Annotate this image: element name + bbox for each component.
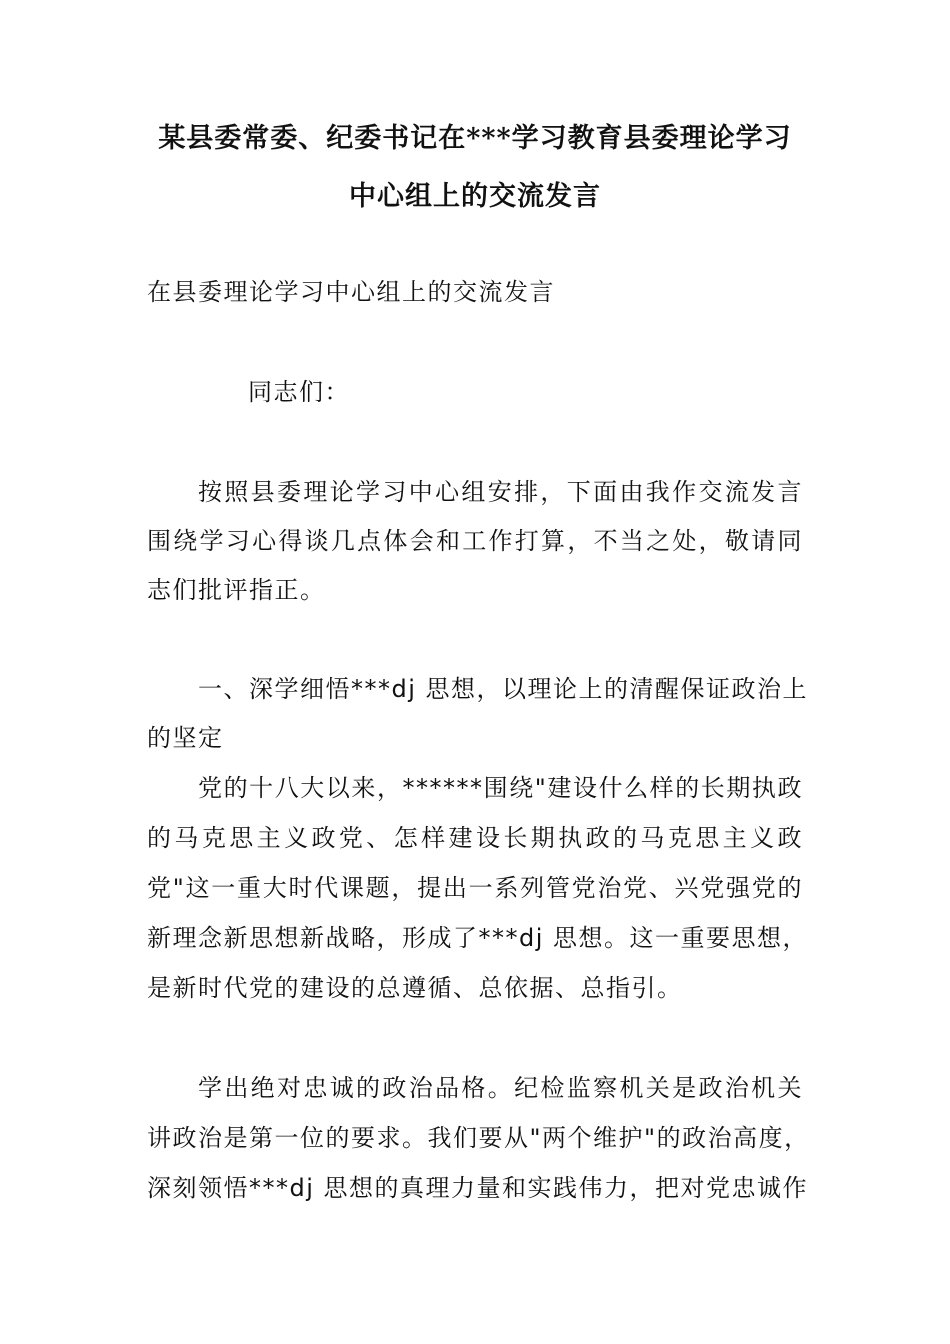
para1-line-1: 党的十八大以来，******围绕"建设什么样的长期执政: [198, 774, 803, 802]
intro-line-2: 围绕学习心得谈几点体会和工作打算，不当之处，敬请同: [147, 527, 803, 555]
para1-line-2: 的马克思主义政党、怎样建设长期执政的马克思主义政: [147, 824, 803, 852]
title-line-2: 中心组上的交流发言: [349, 181, 601, 212]
para1-line-4: 新理念新思想新战略，形成了***dj 思想。这一重要思想，: [147, 924, 809, 952]
document-title: [140, 110, 810, 226]
salutation: 同志们：: [248, 378, 350, 406]
intro-line-3: 志们批评指正。: [147, 576, 326, 604]
section1-heading-line-2: 的坚定: [147, 724, 224, 752]
section1-heading-line-1: 一、深学细悟***dj 思想，以理论上的清醒保证政治上: [198, 675, 809, 703]
title-line-1: 某县委常委、纪委书记在***学习教育县委理论学习: [158, 123, 792, 154]
para1-line-5: 是新时代党的建设的总遵循、总依据、总指引。: [147, 974, 683, 1002]
intro-line-1: 按照县委理论学习中心组安排，下面由我作交流发言: [198, 478, 803, 506]
subtitle: 在县委理论学习中心组上的交流发言: [147, 278, 555, 306]
para2-line-3: 深刻领悟***dj 思想的真理力量和实践伟力，把对党忠诚作: [147, 1174, 809, 1202]
para2-line-1: 学出绝对忠诚的政治品格。纪检监察机关是政治机关: [198, 1074, 803, 1102]
para2-line-2: 讲政治是第一位的要求。我们要从"两个维护"的政治高度，: [147, 1124, 810, 1152]
para1-line-3: 党"这一重大时代课题，提出一系列管党治党、兴党强党的: [147, 874, 803, 902]
